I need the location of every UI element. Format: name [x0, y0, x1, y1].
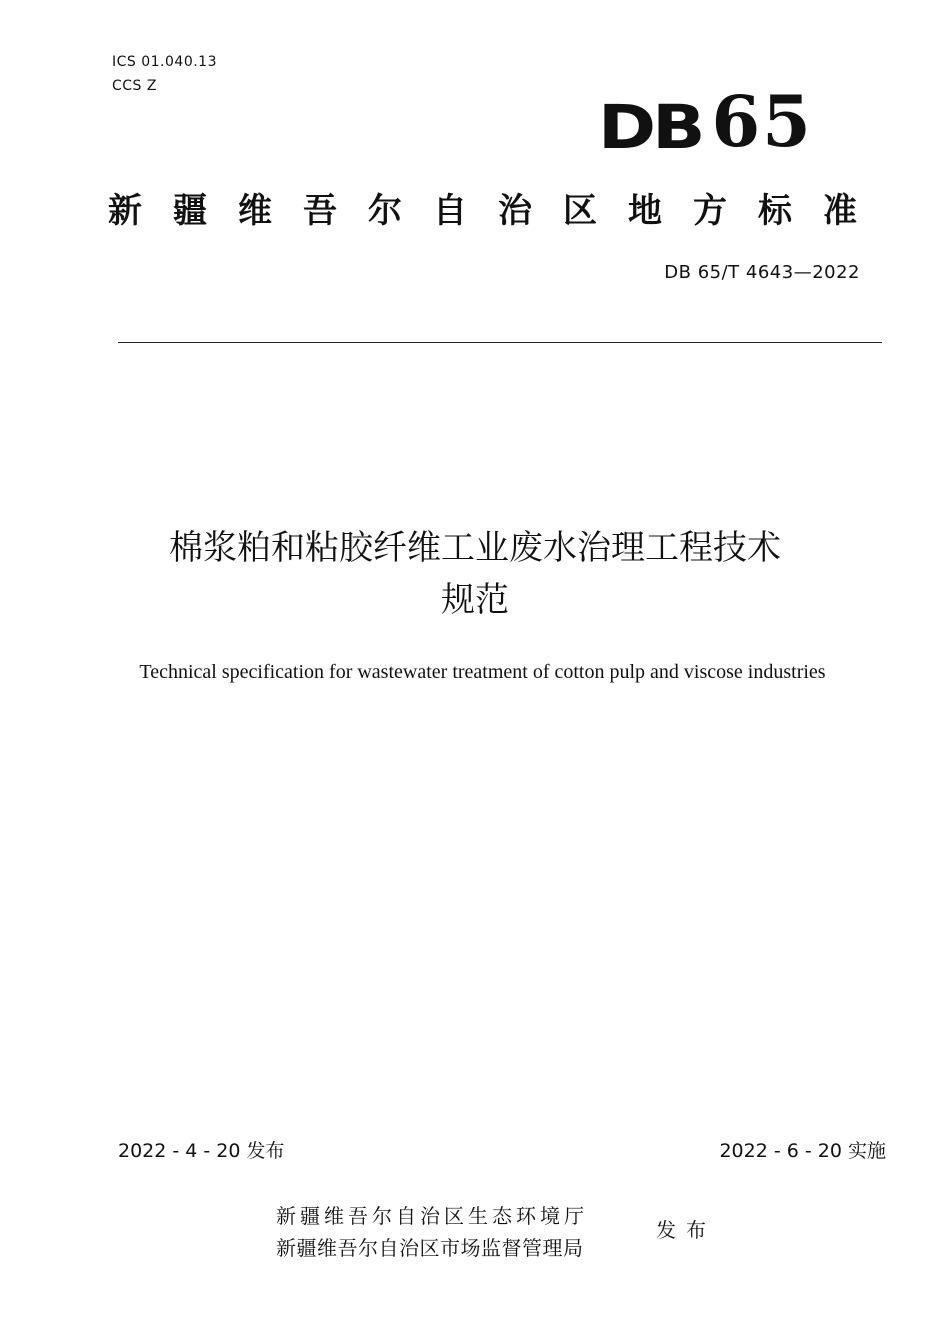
header-divider: [118, 342, 882, 343]
chinese-title-line-1: 棉浆粕和粘胶纤维工业废水治理工程技术: [169, 528, 781, 568]
publish-label: 发布: [656, 1218, 716, 1242]
issue-date: 2022 - 4 - 20 发布: [118, 1140, 285, 1162]
english-title: Technical specification for wastewater treatment of cotton pulp and viscose industries: [139, 661, 826, 683]
standard-number: DB 65/T 4643—2022: [664, 262, 860, 283]
ics-code: ICS 01.040.13: [112, 54, 217, 70]
issuer-environment-department: 新疆维吾尔自治区生态环境厅: [276, 1204, 588, 1228]
issuer-market-regulation-bureau: 新疆维吾尔自治区市场监督管理局: [276, 1236, 584, 1260]
db65-logo: [598, 82, 818, 162]
ccs-code: CCS Z: [112, 78, 157, 94]
chinese-title-line-2: 规范: [441, 580, 509, 620]
implementation-date: 2022 - 6 - 20 实施: [719, 1140, 886, 1162]
issuing-authorities: [276, 1200, 588, 1264]
classification-codes: [112, 50, 217, 98]
logo-prefix: DB: [598, 92, 702, 163]
chinese-title: [80, 522, 870, 626]
standard-type-heading: 新疆维吾尔自治区地方标准: [108, 191, 888, 231]
logo-number: 65: [711, 80, 813, 163]
